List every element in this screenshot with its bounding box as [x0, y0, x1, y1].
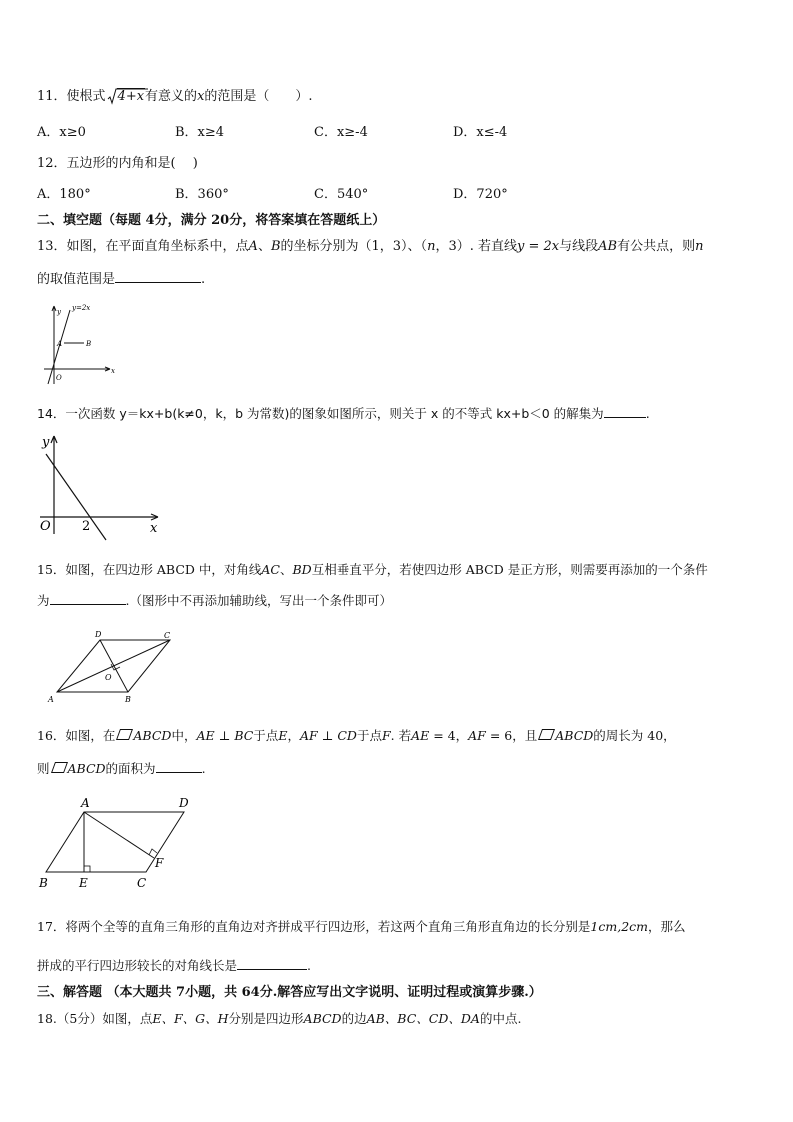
q17-end: .	[307, 958, 311, 973]
q18-p2: 分别是四边形	[228, 1011, 304, 1026]
q16-stem-line1	[37, 727, 676, 745]
q13-part5: 有公共点，则	[617, 239, 696, 254]
q13-stem-line2	[37, 270, 205, 289]
q15-bd: BD	[292, 562, 312, 577]
q13-end: .	[201, 272, 206, 287]
q17-line1b: ，那么	[648, 919, 686, 934]
q13-part2: 的坐标分别为（1，3）、（	[280, 239, 428, 254]
q14-stem	[37, 405, 650, 423]
q12-option-c: C．540°	[314, 187, 369, 202]
q13-equation: y = 2x	[516, 239, 560, 254]
q16-stem-line2	[37, 760, 206, 778]
q16-eq2: = 6	[485, 728, 513, 743]
q16-p1: 16．如图，在	[37, 728, 116, 743]
q13-figure	[38, 300, 118, 390]
q15-line2a: 为	[37, 593, 50, 608]
q18-points: E、F、G、H	[152, 1011, 229, 1026]
q12-option-d: D．720°	[453, 187, 508, 202]
q11-option-a: A．x≥0	[37, 125, 86, 140]
q15-line1: 15．如图，在四边形 ABCD 中，对角线	[37, 562, 262, 577]
q16-p6: . 若	[390, 728, 412, 743]
q18-p3: 的边	[341, 1011, 367, 1026]
q15-stem-line1	[37, 561, 708, 579]
q16-ae: AE	[196, 728, 215, 743]
q14-function-line	[46, 454, 106, 540]
q14-label-y: y	[42, 435, 50, 450]
q16-bc: BC	[234, 728, 254, 743]
q13-label-line: y=2x	[72, 304, 91, 312]
q14-figure	[36, 432, 166, 542]
q12-option-b: B．360°	[175, 187, 229, 202]
q13-n2: n	[695, 239, 704, 254]
q16-label-c: C	[137, 876, 147, 890]
q15-label-c: C	[164, 631, 171, 640]
q11-middle: 有意义的	[145, 89, 198, 104]
q17-line1a: 17．将两个全等的直角三角形的直角边对齐拼成平行四边形，若这两个直角三角形直角边的长分别是	[37, 919, 591, 934]
q17-line2: 拼成的平行四边形较长的对角线长是	[37, 958, 238, 973]
q13-label-x: x	[111, 367, 115, 375]
q15-label-d: D	[95, 630, 102, 639]
q18-p1: 18.（5分）如图，点	[37, 1011, 153, 1026]
q15-stem-line2	[37, 592, 392, 610]
q16-l2b: 的面积为	[105, 761, 156, 776]
q18-stem	[37, 1010, 521, 1028]
q16-e: E	[278, 728, 288, 743]
q13-point-b: B	[270, 239, 281, 254]
q16-label-f: F	[155, 856, 164, 870]
q13-part1: 13．如图，在平面直角坐标系中，点	[37, 239, 249, 254]
q14-label-2: 2	[82, 519, 91, 534]
q11-option-c: C．x≥-4	[314, 125, 368, 140]
q15-label-a: A	[48, 695, 54, 704]
q13-label-y: y	[57, 308, 61, 316]
q17-stem-line1	[37, 918, 686, 936]
q16-p4: ，	[287, 728, 300, 743]
q13-segment: AB	[598, 239, 618, 254]
parallelogram-icon	[51, 762, 68, 773]
q18-abcd: ABCD	[303, 1011, 342, 1026]
parallelogram-icon	[538, 729, 555, 740]
q16-abcd1: ABCD	[133, 728, 172, 743]
q11-var: x	[197, 89, 205, 104]
sqrt-radical	[108, 88, 146, 106]
q16-end: .	[201, 761, 206, 776]
q16-label-a: A	[81, 796, 90, 810]
q15-line2b: .（图形中不再添加辅助线，写出一个条件即可）	[125, 593, 392, 608]
q12-option-a: A．180°	[37, 187, 91, 202]
q14-label-x: x	[150, 521, 158, 536]
section2-heading: 二、填空题（每题 4分，满分 20分，将答案填在答题纸上）	[37, 213, 386, 228]
q17-answer-blank[interactable]	[237, 957, 307, 970]
q14-answer-blank[interactable]	[604, 405, 646, 418]
q13-part3: ，3）. 若直线	[435, 239, 517, 254]
q13-point-a: A	[248, 239, 258, 254]
q11-stem	[37, 88, 313, 106]
q15-ac: AC	[261, 562, 280, 577]
q15-line1b: 互相垂直平分，若使四边形 ABCD 是正方形，则需要再添加的一个条件	[311, 562, 708, 577]
q16-label-d: D	[179, 796, 189, 810]
q18-p4: 的中点.	[479, 1011, 522, 1026]
q17-stem-line2	[37, 957, 311, 975]
q14-text: 14．一次函数 y＝kx+b(k≠0，k，b 为常数)的图象如图所示，则关于 x 的不等式 kx+b＜0 的解集为	[37, 406, 604, 421]
q14-end: .	[645, 406, 650, 421]
radical-sign-icon	[108, 88, 118, 106]
q13-n: n	[427, 239, 436, 254]
q14-label-o: O	[40, 519, 51, 534]
q16-eq1: = 4	[429, 728, 456, 743]
q16-af: AF	[299, 728, 318, 743]
q16-p3: 于点	[253, 728, 279, 743]
q16-perp1: ⊥	[214, 728, 235, 743]
q16-p5: 于点	[356, 728, 382, 743]
q16-p2: 中，	[171, 728, 197, 743]
q18-sides: AB、BC、CD、DA	[366, 1011, 480, 1026]
q16-p7: ，	[455, 728, 469, 743]
q13-part4: 与线段	[559, 239, 599, 254]
q11-option-d: D．x≤-4	[453, 125, 508, 140]
q16-altitude-af	[84, 812, 154, 858]
q17-value: 1cm,2cm	[590, 919, 649, 934]
q16-ae2: AE	[411, 728, 430, 743]
q16-cd: CD	[337, 728, 357, 743]
q11-suffix: 的范围是（ ）.	[204, 89, 313, 104]
q15-label-o: O	[105, 673, 112, 682]
q15-answer-blank[interactable]	[50, 592, 126, 605]
q12-stem: 12．五边形的内角和是( )	[37, 156, 198, 171]
q15-figure	[45, 628, 185, 708]
q15-sep: 、	[279, 562, 293, 577]
q16-label-b: B	[39, 876, 48, 890]
q16-right-angle-e	[84, 866, 90, 872]
section3-heading: 三、解答题 （本大题共 7小题，共 64分.解答应写出文字说明、证明过程或演算步骤.）	[37, 985, 542, 1000]
q15-label-b: B	[125, 695, 131, 704]
q11-option-b: B．x≥4	[175, 125, 225, 140]
q13-label-b: B	[86, 340, 92, 348]
q13-sep: 、	[257, 239, 271, 254]
q16-p9: 的周长为 40，	[593, 728, 676, 743]
q16-p8: ，且	[512, 728, 538, 743]
q16-label-e: E	[79, 876, 88, 890]
q13-line2: 的取值范围是	[37, 272, 116, 287]
q16-perp2: ⊥	[317, 728, 338, 743]
q13-answer-blank[interactable]	[115, 270, 201, 283]
q11-radicand: 4+x	[117, 89, 145, 104]
q16-f: F	[381, 728, 391, 743]
q16-abcd3: ABCD	[67, 761, 106, 776]
q16-l2a: 则	[37, 761, 50, 776]
q11-prefix: 11．使根式	[37, 89, 106, 104]
parallelogram-icon	[116, 729, 133, 740]
q13-label-a: A	[57, 340, 63, 348]
q16-abcd2: ABCD	[555, 728, 594, 743]
q13-label-o: O	[56, 374, 62, 382]
q13-stem-line1	[37, 238, 703, 256]
q16-right-angle-f	[149, 849, 157, 855]
q16-figure	[36, 796, 206, 891]
q15-diagonal-bd	[100, 640, 128, 692]
q16-answer-blank[interactable]	[156, 760, 202, 773]
q16-af2: AF	[468, 728, 486, 743]
